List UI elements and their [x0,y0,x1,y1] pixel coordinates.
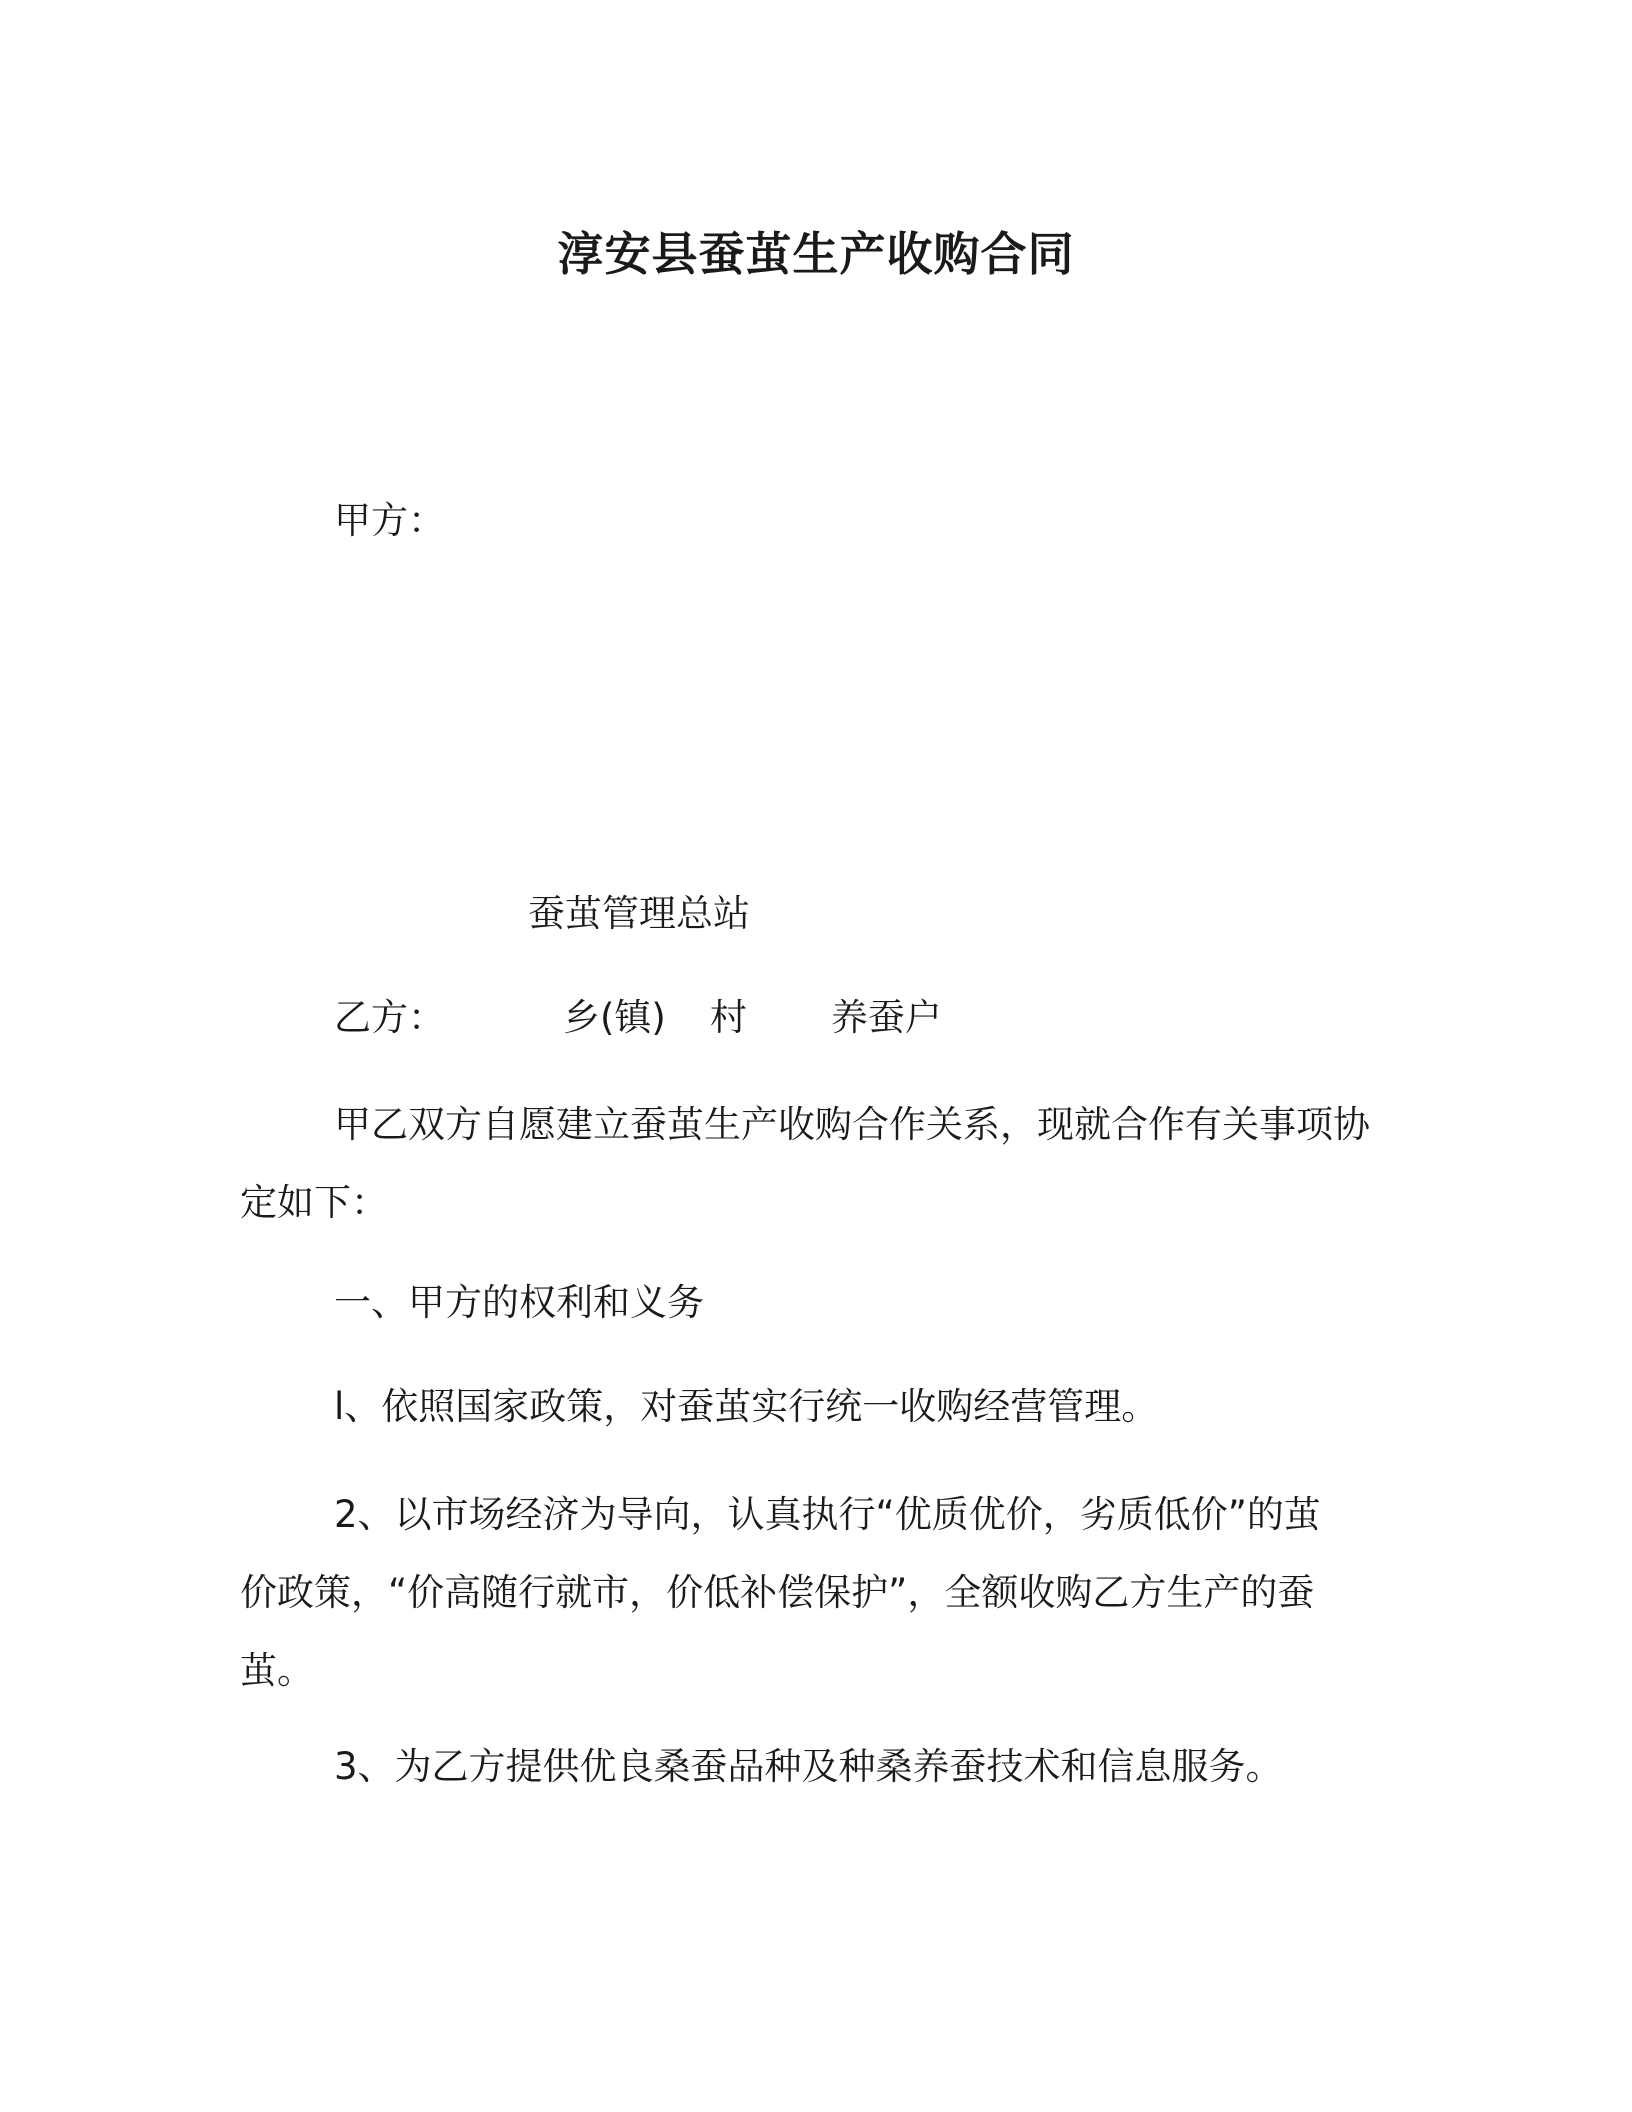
document-title: 淳安县蚕茧生产收购合同 [557,227,1075,281]
party-a-name: 蚕茧管理总站 [528,892,750,935]
party-b-village: 村 [709,996,747,1039]
clause-2-line-3: 茧。 [240,1649,314,1692]
intro-paragraph [240,1086,1370,1242]
intro-line-2: 定如下： [240,1181,388,1224]
clause-2-line-2: 价政策，“价高随行就市，价低补偿保护”，全额收购乙方生产的蚕 [240,1571,1315,1614]
party-a-label: 甲方： [334,499,445,542]
section-1-heading: 一、甲方的权利和义务 [334,1281,704,1324]
clause-2 [240,1476,1321,1710]
party-b-label: 乙方： [334,996,445,1039]
clause-1: l、依照国家政策，对蚕茧实行统一收购经营管理。 [334,1385,1159,1428]
party-b-farmer: 养蚕户 [830,996,942,1039]
clause-3: 3、为乙方提供优良桑蚕品种及种桑养蚕技术和信息服务。 [334,1745,1283,1788]
clause-2-line-1: 2、以市场经济为导向，认真执行“优质优价，劣质低价”的茧 [334,1493,1321,1536]
party-b-township: 乡(镇) [563,996,666,1039]
intro-line-1: 甲乙双方自愿建立蚕茧生产收购合作关系，现就合作有关事项协 [334,1103,1370,1146]
party-b-line [334,993,942,1043]
